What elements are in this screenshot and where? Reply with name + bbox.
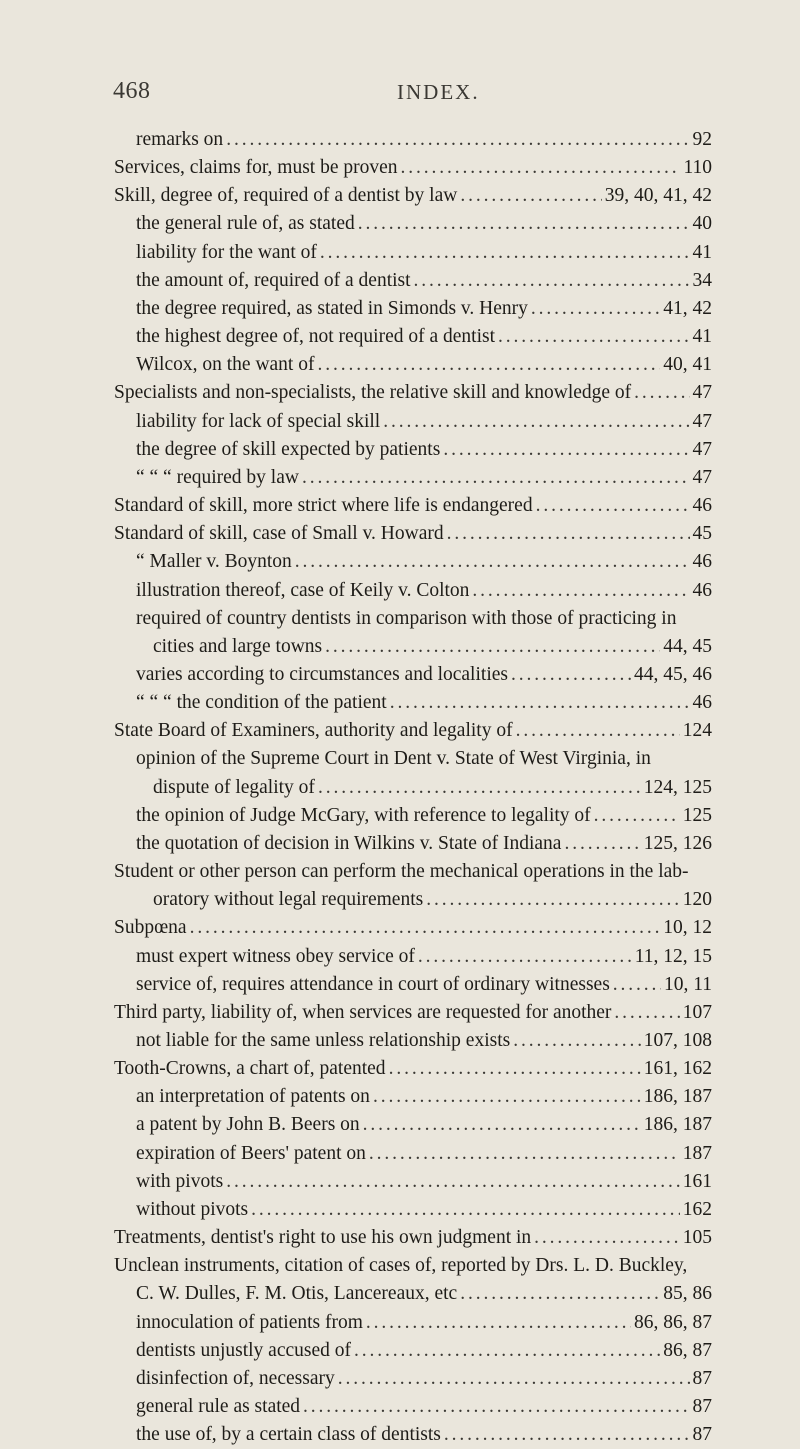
dot-leader [354, 1337, 660, 1365]
entry-text: the quotation of decision in Wilkins v. State of Indiana [136, 832, 562, 854]
dot-leader [389, 1055, 641, 1083]
entry-text: C. W. Dulles, F. M. Otis, Lancereaux, etc [136, 1283, 458, 1305]
dot-leader [401, 154, 681, 182]
entry-text: dispute of legality of [153, 776, 315, 798]
dot-leader [634, 379, 689, 407]
entry-pages: 162 [682, 1198, 712, 1220]
dot-leader [426, 886, 680, 914]
entry-pages: 110 [683, 157, 712, 179]
entry-pages: 125 [682, 804, 712, 826]
index-entry [136, 239, 712, 267]
entry-pages: 46 [692, 579, 712, 601]
entry-text: Skill, degree of, required of a dentist by law [114, 185, 458, 207]
index-entry [136, 408, 712, 436]
index-entry [136, 1280, 712, 1308]
dot-leader [472, 577, 689, 605]
entry-text: expiration of Beers' patent on [136, 1142, 366, 1164]
index-entry [136, 1196, 712, 1224]
dot-leader [226, 126, 689, 154]
entry-text: illustration thereof, case of Keily v. Colton [136, 579, 470, 601]
index-entry [136, 661, 712, 689]
entry-pages: 41 [692, 326, 712, 348]
entry-text: Treatments, dentist's right to use his own judgment in [114, 1227, 532, 1249]
dot-leader [325, 633, 660, 661]
entry-text: innoculation of patients from [136, 1311, 363, 1333]
entry-pages: 40 [692, 213, 712, 235]
entry-pages: 44, 45 [663, 635, 712, 657]
entry-text: the use of, by a certain class of dentists [136, 1424, 441, 1446]
entry-pages: 86, 86, 87 [634, 1311, 712, 1333]
index-entry [136, 464, 712, 492]
entry-text: the degree of skill expected by patients [136, 438, 441, 460]
dot-leader [460, 182, 601, 210]
entry-text: “ Maller v. Boynton [136, 551, 292, 573]
dot-leader [318, 774, 641, 802]
index-entry [153, 886, 712, 914]
entry-text: liability for lack of special skill [136, 410, 381, 432]
index-entry [153, 774, 712, 802]
entry-text: remarks on [136, 129, 224, 150]
index-entry [114, 1252, 712, 1280]
dot-leader [363, 1111, 641, 1139]
entry-text: without pivots [136, 1198, 249, 1220]
entry-text: a patent by John B. Beers on [136, 1114, 360, 1136]
index-entry [153, 633, 712, 661]
entry-text: the amount of, required of a dentist [136, 269, 411, 291]
index-entry [136, 1027, 712, 1055]
entry-pages: 47 [692, 438, 712, 460]
dot-leader [251, 1196, 680, 1224]
index-entry [114, 1224, 712, 1252]
index-entries [0, 126, 800, 1449]
entry-pages: 44, 45, 46 [634, 663, 712, 685]
index-entry [136, 323, 712, 351]
index-entry [136, 745, 712, 773]
dot-leader [564, 830, 640, 858]
index-entry [114, 999, 712, 1027]
entry-text: “ “ “ required by law [136, 466, 299, 488]
index-entry [114, 379, 712, 407]
running-head: INDEX. [397, 80, 480, 104]
entry-text: not liable for the same unless relationship exists [136, 1030, 511, 1051]
entry-text: general rule as stated [136, 1396, 301, 1418]
entry-pages: 86, 87 [663, 1339, 712, 1361]
entry-pages: 40, 41 [663, 354, 712, 376]
index-entry [136, 943, 712, 971]
dot-leader [414, 267, 690, 295]
entry-text: dentists unjustly accused of [136, 1339, 352, 1361]
index-entry [136, 1309, 712, 1337]
index-entry [136, 689, 712, 717]
entry-text: must expert witness obey service of [136, 945, 415, 967]
dot-leader [373, 1083, 641, 1111]
entry-pages: 186, 187 [643, 1086, 712, 1108]
entry-text: the opinion of Judge McGary, with reference to legality of [136, 804, 591, 826]
dot-leader [444, 1421, 690, 1449]
dot-leader [511, 661, 631, 689]
entry-pages: 10, 12 [663, 917, 712, 939]
entry-text: oratory without legal requirements [153, 889, 424, 911]
dot-leader [302, 464, 690, 492]
entry-text: opinion of the Supreme Court in Dent v. State of West Virginia, in [136, 748, 651, 770]
entry-pages: 39, 40, 41, 42 [604, 185, 712, 207]
entry-text: service of, requires attendance in court of ordinary witnesses [136, 973, 610, 995]
page-header [113, 78, 713, 112]
index-entry [114, 520, 712, 548]
entry-pages: 47 [692, 410, 712, 432]
entry-pages: 125, 126 [643, 832, 712, 854]
entry-text: required of country dentists in comparison with those of practicing in [136, 607, 677, 629]
index-entry [136, 1421, 712, 1449]
entry-text: varies according to circumstances and localities [136, 663, 508, 685]
entry-pages: 41 [692, 241, 712, 263]
dot-leader [418, 943, 632, 971]
dot-leader [358, 210, 690, 238]
index-entry [136, 1083, 712, 1111]
dot-leader [594, 802, 680, 830]
index-entry [114, 154, 712, 182]
dot-leader [443, 436, 689, 464]
entry-text: Services, claims for, must be proven [114, 157, 398, 179]
dot-leader [338, 1365, 690, 1393]
dot-leader [498, 323, 689, 351]
entry-pages: 87 [692, 1424, 712, 1446]
entry-text: “ “ “ the condition of the patient [136, 692, 387, 714]
dot-leader [190, 914, 661, 942]
entry-text: Standard of skill, case of Small v. Howard [114, 523, 444, 545]
dot-leader [531, 295, 660, 323]
index-entry [136, 1365, 712, 1393]
entry-text: State Board of Examiners, authority and legality of [114, 720, 513, 742]
index-entry [114, 1055, 712, 1083]
dot-leader [317, 351, 660, 379]
entry-pages: 92 [692, 129, 712, 150]
entry-pages: 87 [692, 1396, 712, 1418]
entry-pages: 41, 42 [663, 297, 712, 319]
entry-text: the degree required, as stated in Simonds v. Henry [136, 297, 528, 319]
dot-leader [536, 492, 690, 520]
entry-pages: 161, 162 [643, 1058, 712, 1080]
dot-leader [534, 1224, 680, 1252]
index-entry [136, 351, 712, 379]
entry-text: Third party, liability of, when services are requested for another [114, 1001, 612, 1023]
index-entry [136, 830, 712, 858]
entry-text: Specialists and non-specialists, the relative skill and knowledge of [114, 382, 632, 404]
dot-leader [613, 971, 661, 999]
entry-text: with pivots [136, 1170, 224, 1192]
entry-pages: 46 [692, 692, 712, 714]
entry-text: Wilcox, on the want of [136, 354, 315, 376]
entry-text: liability for the want of [136, 241, 317, 263]
entry-text: Standard of skill, more strict where life is endangered [114, 495, 533, 517]
entry-pages: 45 [692, 523, 712, 545]
entry-pages: 161 [682, 1170, 712, 1192]
entry-pages: 105 [682, 1227, 712, 1249]
entry-pages: 85, 86 [663, 1283, 712, 1305]
entry-pages: 46 [692, 551, 712, 573]
dot-leader [320, 239, 690, 267]
index-entry [136, 295, 712, 323]
index-entry [136, 577, 712, 605]
entry-pages: 47 [692, 382, 712, 404]
entry-pages: 120 [682, 889, 712, 911]
page-number: 468 [113, 78, 151, 104]
index-entry [136, 126, 712, 154]
entry-pages: 11, 12, 15 [634, 945, 712, 967]
index-entry [136, 605, 712, 633]
index-entry [114, 182, 712, 210]
dot-leader [226, 1168, 680, 1196]
entry-pages: 124 [682, 720, 712, 742]
index-entry [136, 802, 712, 830]
dot-leader [383, 408, 689, 436]
entry-text: an interpretation of patents on [136, 1086, 370, 1108]
index-entry [136, 1337, 712, 1365]
entry-pages: 34 [692, 269, 712, 291]
entry-text: the highest degree of, not required of a dentist [136, 326, 496, 348]
entry-pages: 107, 108 [643, 1030, 712, 1051]
index-entry [136, 436, 712, 464]
index-entry [114, 858, 712, 886]
entry-text: the general rule of, as stated [136, 213, 355, 235]
entry-pages: 124, 125 [643, 776, 712, 798]
dot-leader [516, 717, 680, 745]
entry-pages: 187 [682, 1142, 712, 1164]
dot-leader [390, 689, 690, 717]
entry-text: cities and large towns [153, 635, 323, 657]
entry-text: disinfection of, necessary [136, 1367, 335, 1389]
index-entry [136, 1168, 712, 1196]
index-entry [114, 492, 712, 520]
index-entry [136, 1140, 712, 1168]
entry-pages: 87 [692, 1367, 712, 1389]
dot-leader [513, 1027, 641, 1055]
index-entry [136, 1393, 712, 1421]
entry-pages: 47 [692, 466, 712, 488]
dot-leader [369, 1140, 680, 1168]
dot-leader [447, 520, 690, 548]
index-entry [136, 267, 712, 295]
entry-pages: 46 [692, 495, 712, 517]
index-entry [136, 548, 712, 576]
dot-leader [303, 1393, 689, 1421]
dot-leader [366, 1309, 631, 1337]
entry-text: Student or other person can perform the mechanical operations in the lab- [114, 861, 689, 883]
entry-pages: 10, 11 [663, 973, 712, 995]
index-entry [114, 914, 712, 942]
dot-leader [614, 999, 679, 1027]
index-entry [136, 210, 712, 238]
index-entry [136, 971, 712, 999]
entry-pages: 107 [682, 1001, 712, 1023]
index-entry [114, 717, 712, 745]
entry-text: Subpœna [114, 917, 187, 939]
dot-leader [295, 548, 690, 576]
dot-leader [460, 1280, 660, 1308]
index-entry [136, 1111, 712, 1139]
entry-text: Tooth-Crowns, a chart of, patented [114, 1058, 386, 1080]
entry-pages: 186, 187 [643, 1114, 712, 1136]
entry-text: Unclean instruments, citation of cases of, reported by Drs. L. D. Buckley, [114, 1255, 688, 1277]
